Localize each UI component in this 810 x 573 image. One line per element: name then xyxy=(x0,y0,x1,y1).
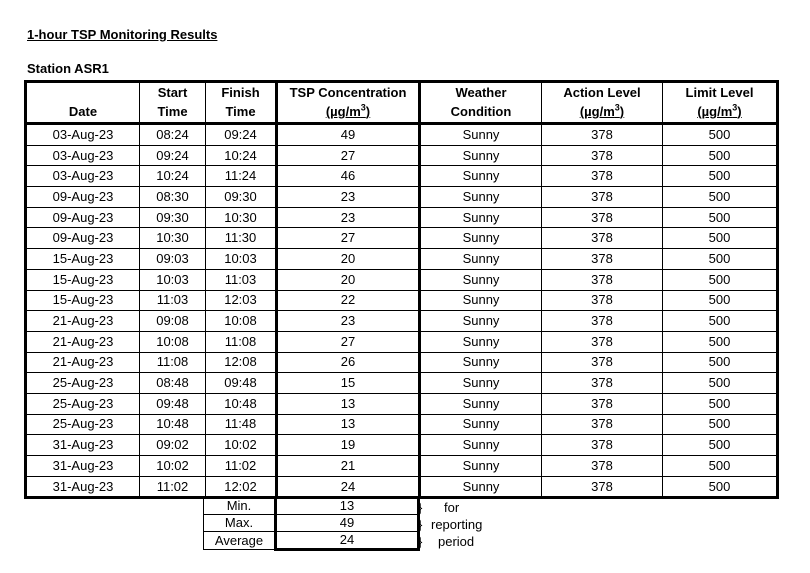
table-row xyxy=(26,290,778,311)
tsp-concentration-cell: 19 xyxy=(277,435,420,456)
finish-time-cell: 10:24 xyxy=(206,145,277,166)
tsp-concentration-cell: 27 xyxy=(277,331,420,352)
brace-mark: } xyxy=(418,500,423,515)
finish-time-cell: 09:30 xyxy=(206,187,277,208)
table-row xyxy=(26,187,778,208)
action-level-cell: 378 xyxy=(542,166,663,187)
weather-cell: Sunny xyxy=(420,187,542,208)
weather-cell: Sunny xyxy=(420,145,542,166)
limit-level-cell: 500 xyxy=(663,124,778,146)
limit-level-cell: 500 xyxy=(663,187,778,208)
finish-time-cell: 10:30 xyxy=(206,207,277,228)
start-time-cell: 09:08 xyxy=(140,311,206,332)
tsp-results-table xyxy=(24,80,779,499)
date-cell: 03-Aug-23 xyxy=(26,124,140,146)
header-date: Date xyxy=(26,82,140,124)
start-time-cell: 10:08 xyxy=(140,331,206,352)
date-cell: 15-Aug-23 xyxy=(26,290,140,311)
limit-level-cell: 500 xyxy=(663,249,778,270)
summary-row-max xyxy=(204,515,419,532)
action-level-cell: 378 xyxy=(542,290,663,311)
table-row xyxy=(26,373,778,394)
date-cell: 31-Aug-23 xyxy=(26,435,140,456)
start-time-cell: 09:03 xyxy=(140,249,206,270)
action-level-cell: 378 xyxy=(542,124,663,146)
summary-label: Max. xyxy=(204,515,276,532)
action-level-cell: 378 xyxy=(542,207,663,228)
action-level-cell: 378 xyxy=(542,414,663,435)
note-line-period: period xyxy=(438,534,475,549)
table-row xyxy=(26,476,778,498)
limit-level-cell: 500 xyxy=(663,311,778,332)
start-time-cell: 10:48 xyxy=(140,414,206,435)
start-time-cell: 10:03 xyxy=(140,269,206,290)
limit-level-cell: 500 xyxy=(663,290,778,311)
table-row xyxy=(26,228,778,249)
weather-cell: Sunny xyxy=(420,414,542,435)
weather-cell: Sunny xyxy=(420,249,542,270)
limit-level-cell: 500 xyxy=(663,476,778,498)
finish-time-cell: 11:03 xyxy=(206,269,277,290)
start-time-cell: 11:08 xyxy=(140,352,206,373)
summary-label: Average xyxy=(204,532,276,550)
date-cell: 21-Aug-23 xyxy=(26,311,140,332)
limit-level-cell: 500 xyxy=(663,207,778,228)
weather-cell: Sunny xyxy=(420,456,542,477)
limit-level-cell: 500 xyxy=(663,393,778,414)
finish-time-cell: 11:02 xyxy=(206,456,277,477)
date-cell: 31-Aug-23 xyxy=(26,456,140,477)
start-time-cell: 11:03 xyxy=(140,290,206,311)
finish-time-cell: 12:03 xyxy=(206,290,277,311)
tsp-concentration-cell: 27 xyxy=(277,145,420,166)
action-level-cell: 378 xyxy=(542,435,663,456)
limit-level-cell: 500 xyxy=(663,145,778,166)
limit-level-cell: 500 xyxy=(663,373,778,394)
date-cell: 03-Aug-23 xyxy=(26,145,140,166)
table-row xyxy=(26,269,778,290)
table-row xyxy=(26,249,778,270)
table-body xyxy=(26,124,778,498)
tsp-concentration-cell: 22 xyxy=(277,290,420,311)
action-level-cell: 378 xyxy=(542,145,663,166)
limit-level-cell: 500 xyxy=(663,228,778,249)
date-cell: 31-Aug-23 xyxy=(26,476,140,498)
table-row xyxy=(26,352,778,373)
weather-cell: Sunny xyxy=(420,207,542,228)
note-line-reporting: reporting xyxy=(431,517,483,532)
weather-cell: Sunny xyxy=(420,269,542,290)
date-cell: 21-Aug-23 xyxy=(26,331,140,352)
action-level-cell: 378 xyxy=(542,476,663,498)
limit-level-cell: 500 xyxy=(663,456,778,477)
action-level-cell: 378 xyxy=(542,373,663,394)
finish-time-cell: 09:24 xyxy=(206,124,277,146)
brace-mark: } xyxy=(418,517,423,532)
date-cell: 25-Aug-23 xyxy=(26,414,140,435)
tsp-concentration-cell: 23 xyxy=(277,311,420,332)
header-weather-condition: Weather Condition xyxy=(420,82,542,124)
finish-time-cell: 10:08 xyxy=(206,311,277,332)
date-cell: 09-Aug-23 xyxy=(26,228,140,249)
table-row xyxy=(26,311,778,332)
limit-level-cell: 500 xyxy=(663,352,778,373)
weather-cell: Sunny xyxy=(420,124,542,146)
weather-cell: Sunny xyxy=(420,373,542,394)
weather-cell: Sunny xyxy=(420,435,542,456)
summary-table xyxy=(203,497,423,551)
table-row xyxy=(26,207,778,228)
tsp-concentration-cell: 13 xyxy=(277,414,420,435)
header-finish-time: Finish Time xyxy=(206,82,277,124)
action-level-cell: 378 xyxy=(542,269,663,290)
tsp-concentration-cell: 20 xyxy=(277,269,420,290)
start-time-cell: 08:48 xyxy=(140,373,206,394)
weather-cell: Sunny xyxy=(420,290,542,311)
start-time-cell: 09:30 xyxy=(140,207,206,228)
summary-value: 24 xyxy=(276,532,419,550)
finish-time-cell: 10:02 xyxy=(206,435,277,456)
page-title: 1-hour TSP Monitoring Results xyxy=(27,27,218,42)
start-time-cell: 10:24 xyxy=(140,166,206,187)
start-time-cell: 08:24 xyxy=(140,124,206,146)
start-time-cell: 09:48 xyxy=(140,393,206,414)
table-row xyxy=(26,124,778,146)
table-row xyxy=(26,414,778,435)
date-cell: 15-Aug-23 xyxy=(26,269,140,290)
summary-row-min xyxy=(204,498,419,515)
tsp-concentration-cell: 46 xyxy=(277,166,420,187)
tsp-concentration-cell: 27 xyxy=(277,228,420,249)
summary-value: 49 xyxy=(276,515,419,532)
weather-cell: Sunny xyxy=(420,476,542,498)
tsp-concentration-cell: 20 xyxy=(277,249,420,270)
brace-mark: } xyxy=(418,534,423,549)
table-row xyxy=(26,331,778,352)
header-start-time: Start Time xyxy=(140,82,206,124)
finish-time-cell: 11:30 xyxy=(206,228,277,249)
date-cell: 15-Aug-23 xyxy=(26,249,140,270)
date-cell: 25-Aug-23 xyxy=(26,373,140,394)
weather-cell: Sunny xyxy=(420,331,542,352)
header-tsp-concentration: TSP Concentration $(\mu g/m^3)$ xyxy=(277,82,420,124)
action-level-cell: 378 xyxy=(542,249,663,270)
action-level-cell: 378 xyxy=(542,187,663,208)
start-time-cell: 10:02 xyxy=(140,456,206,477)
date-cell: 25-Aug-23 xyxy=(26,393,140,414)
action-level-cell: 378 xyxy=(542,331,663,352)
action-level-cell: 378 xyxy=(542,311,663,332)
finish-time-cell: 10:48 xyxy=(206,393,277,414)
finish-time-cell: 12:02 xyxy=(206,476,277,498)
limit-level-cell: 500 xyxy=(663,435,778,456)
start-time-cell: 11:02 xyxy=(140,476,206,498)
weather-cell: Sunny xyxy=(420,393,542,414)
start-time-cell: 09:24 xyxy=(140,145,206,166)
limit-level-cell: 500 xyxy=(663,269,778,290)
tsp-concentration-cell: 21 xyxy=(277,456,420,477)
finish-time-cell: 09:48 xyxy=(206,373,277,394)
date-cell: 03-Aug-23 xyxy=(26,166,140,187)
station-label: Station ASR1 xyxy=(27,61,109,76)
finish-time-cell: 11:48 xyxy=(206,414,277,435)
action-level-cell: 378 xyxy=(542,352,663,373)
start-time-cell: 08:30 xyxy=(140,187,206,208)
table-row xyxy=(26,166,778,187)
summary-label: Min. xyxy=(204,498,276,515)
table-row xyxy=(26,393,778,414)
weather-cell: Sunny xyxy=(420,166,542,187)
tsp-concentration-cell: 24 xyxy=(277,476,420,498)
tsp-concentration-cell: 13 xyxy=(277,393,420,414)
start-time-cell: 09:02 xyxy=(140,435,206,456)
action-level-cell: 378 xyxy=(542,228,663,249)
date-cell: 09-Aug-23 xyxy=(26,207,140,228)
note-line-for: for xyxy=(444,500,460,515)
action-level-cell: 378 xyxy=(542,456,663,477)
header-limit-level: Limit Level $(\mu g/m^3)$ xyxy=(663,82,778,124)
tsp-concentration-cell: 26 xyxy=(277,352,420,373)
date-cell: 09-Aug-23 xyxy=(26,187,140,208)
tsp-concentration-cell: 23 xyxy=(277,207,420,228)
weather-cell: Sunny xyxy=(420,352,542,373)
weather-cell: Sunny xyxy=(420,311,542,332)
table-row xyxy=(26,145,778,166)
tsp-concentration-cell: 23 xyxy=(277,187,420,208)
summary-row-average xyxy=(204,532,419,550)
limit-level-cell: 500 xyxy=(663,166,778,187)
table-header-row xyxy=(26,82,778,124)
finish-time-cell: 12:08 xyxy=(206,352,277,373)
finish-time-cell: 11:08 xyxy=(206,331,277,352)
date-cell: 21-Aug-23 xyxy=(26,352,140,373)
finish-time-cell: 10:03 xyxy=(206,249,277,270)
header-action-level: Action Level $(\mu g/m^3)$ xyxy=(542,82,663,124)
summary-value: 13 xyxy=(276,498,419,515)
action-level-cell: 378 xyxy=(542,393,663,414)
tsp-concentration-cell: 49 xyxy=(277,124,420,146)
finish-time-cell: 11:24 xyxy=(206,166,277,187)
tsp-concentration-cell: 15 xyxy=(277,373,420,394)
limit-level-cell: 500 xyxy=(663,331,778,352)
start-time-cell: 10:30 xyxy=(140,228,206,249)
weather-cell: Sunny xyxy=(420,228,542,249)
table-row xyxy=(26,435,778,456)
table-row xyxy=(26,456,778,477)
limit-level-cell: 500 xyxy=(663,414,778,435)
